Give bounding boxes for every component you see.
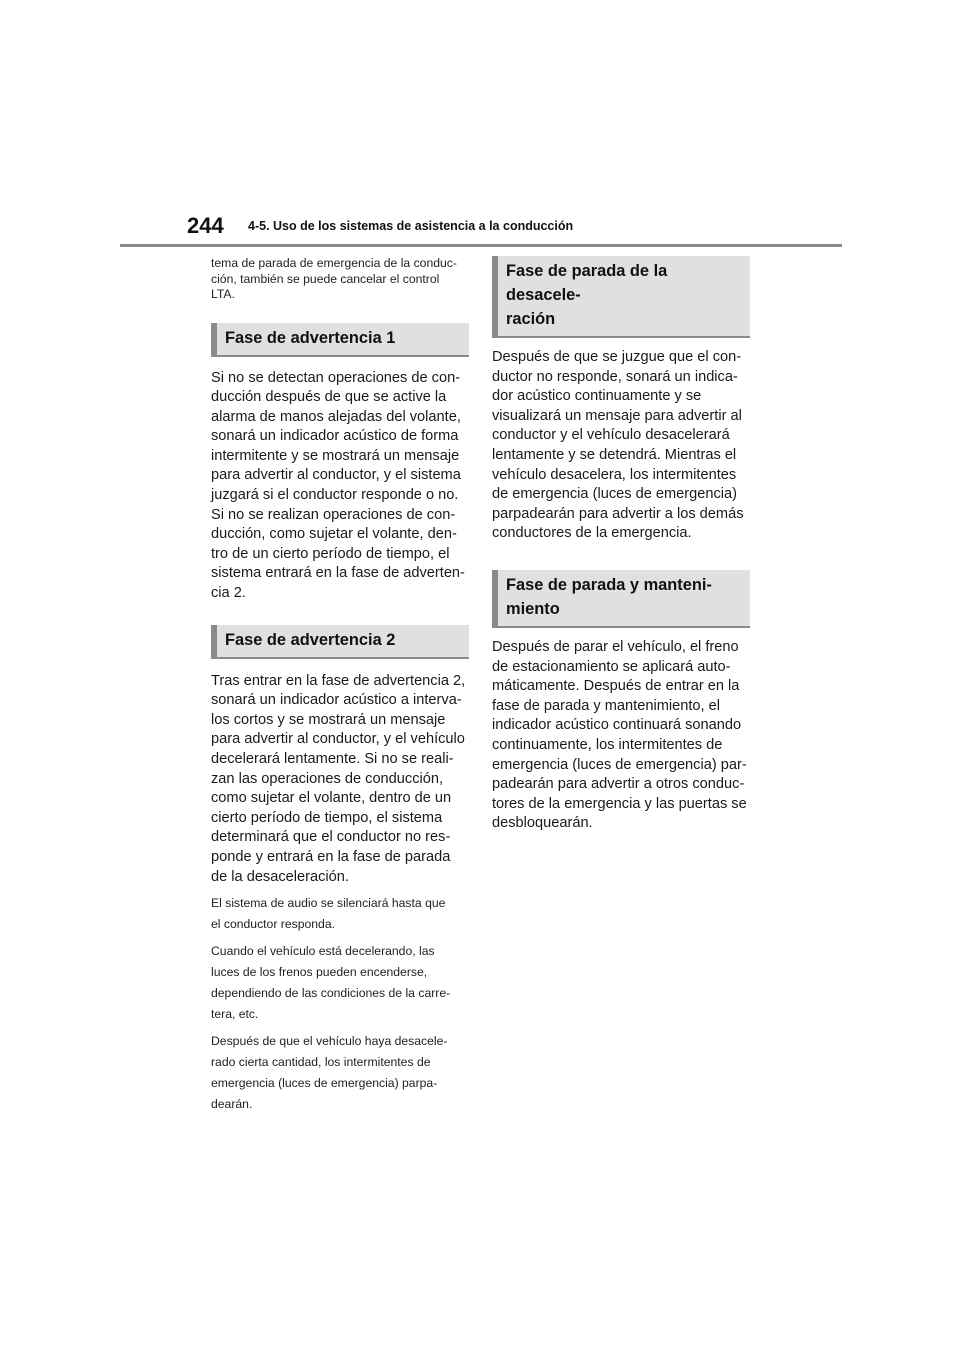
paragraph-stop-hold-phase-line: tores de la emergencia y las puertas se (492, 795, 747, 812)
note-brake-lights (211, 941, 469, 1025)
paragraph-warning-phase-2-line: los cortos y se mostrará un mensaje (211, 711, 446, 728)
paragraph-warning-phase-1-line: alarma de manos alejadas del volante, (211, 408, 461, 425)
paragraph-warning-phase-2-line: ponde y entrará en la fase de parada (211, 848, 451, 865)
note-hazard-lights-line: rado cierta cantidad, los intermitentes de (211, 1055, 431, 1070)
paragraph-stop-hold-phase-line: emergencia (luces de emergencia) par- (492, 756, 747, 773)
paragraph-stop-hold-phase-line: continuamente, los intermitentes de (492, 736, 723, 753)
paragraph-warning-phase-1-line: Si no se realizan operaciones de con- (211, 506, 456, 523)
note-brake-lights-line: dependiendo de las condiciones de la carre- (211, 986, 451, 1001)
heading-deceleration-stop-phase (492, 256, 750, 338)
note-hazard-lights-line: Después de que el vehículo haya desacele- (211, 1034, 448, 1049)
page-number: 244 (187, 213, 224, 238)
paragraph-deceleration-stop-phase-line: de emergencia (luces de emergencia) (492, 486, 737, 503)
paragraph-stop-hold-phase-line: máticamente. Después de entrar en la (492, 678, 740, 695)
note-brake-lights-line: tera, etc. (211, 1007, 259, 1022)
left-column (211, 256, 469, 1121)
paragraph-warning-phase-1-line: para advertir al conductor, y el sistema (211, 467, 461, 484)
paragraph-warning-phase-2-line: cierto período de tiempo, el sistema (211, 809, 443, 826)
header-rule (120, 244, 842, 247)
paragraph-deceleration-stop-phase-line: conductor y el vehículo desacelerará (492, 427, 730, 444)
paragraph-deceleration-stop-phase-line: ductor no responde, sonará un indica- (492, 368, 738, 385)
paragraph-warning-phase-2-line: zan las operaciones de conducción, (211, 770, 444, 787)
paragraph-warning-phase-1-line: cia 2. (211, 585, 246, 602)
paragraph-warning-phase-1-line: sistema entrará en la fase de adverten- (211, 565, 465, 582)
paragraph-stop-hold-phase (492, 638, 750, 834)
paragraph-stop-hold-phase-line: de estacionamiento se aplicará auto- (492, 658, 731, 675)
heading-deceleration-stop-phase-line: Fase de parada de la desacele- (506, 262, 668, 304)
note-hazard-lights-line: dearán. (211, 1097, 253, 1112)
note-brake-lights-line: luces de los frenos pueden encenderse, (211, 965, 428, 980)
paragraph-deceleration-stop-phase-line: visualizará un mensaje para advertir al (492, 407, 742, 424)
note-hazard-lights (211, 1031, 469, 1115)
heading-warning-phase-1: Fase de advertencia 1 (211, 323, 469, 357)
intro-paragraph-line: ción, también se puede cancelar el control (211, 271, 440, 286)
note-audio-line: el conductor responda. (211, 917, 335, 932)
paragraph-warning-phase-2-line: sonará un indicador acústico a interva- (211, 692, 462, 709)
paragraph-deceleration-stop-phase (492, 348, 750, 544)
paragraph-warning-phase-1 (211, 369, 469, 604)
paragraph-deceleration-stop-phase-line: dor acústico continuamente y se (492, 388, 702, 405)
paragraph-warning-phase-1-line: tro de un cierto período de tiempo, el (211, 545, 450, 562)
note-brake-lights-line: Cuando el vehículo está decelerando, las (211, 944, 435, 959)
paragraph-deceleration-stop-phase-line: conductores de la emergencia. (492, 525, 692, 542)
paragraph-warning-phase-1-line: ducción después de que se active la (211, 389, 447, 406)
paragraph-warning-phase-2-line: determinará que el conductor no res- (211, 829, 451, 846)
paragraph-warning-phase-1-line: sonará un indicador acústico de forma (211, 428, 459, 445)
paragraph-stop-hold-phase-line: indicador acústico continuará sonando (492, 717, 742, 734)
heading-stop-hold-phase-line: miento (506, 599, 560, 618)
section-title: 4-5. Uso de los sistemas de asistencia a la conducción (248, 219, 574, 233)
paragraph-warning-phase-1-line: juzgará si el conductor responde o no. (211, 487, 459, 504)
note-audio (211, 893, 469, 935)
heading-stop-hold-phase-line: Fase de parada y manteni- (506, 575, 712, 594)
heading-deceleration-stop-phase-line: ración (506, 310, 556, 328)
paragraph-deceleration-stop-phase-line: lentamente y se detendrá. Mientras el (492, 446, 737, 463)
note-audio-line: El sistema de audio se silenciará hasta que (211, 896, 446, 911)
paragraph-warning-phase-1-line: intermitente y se mostrará un mensaje (211, 447, 460, 464)
paragraph-warning-phase-2-line: de la desaceleración. (211, 868, 349, 885)
paragraph-stop-hold-phase-line: Después de parar el vehículo, el freno (492, 638, 739, 655)
paragraph-stop-hold-phase-line: desbloquearán. (492, 815, 593, 832)
paragraph-warning-phase-2-line: Tras entrar en la fase de advertencia 2, (211, 672, 466, 689)
paragraph-deceleration-stop-phase-line: vehículo desacelera, los intermitentes (492, 466, 737, 483)
right-column (492, 256, 750, 834)
paragraph-stop-hold-phase-line: fase de parada y mantenimiento, el (492, 697, 720, 714)
heading-stop-hold-phase (492, 570, 750, 628)
paragraph-deceleration-stop-phase-line: parpadearán para advertir a los demás (492, 505, 744, 522)
intro-paragraph (211, 256, 469, 303)
paragraph-warning-phase-2-line: para advertir al conductor, y el vehículo (211, 731, 465, 748)
paragraph-warning-phase-2-line: como sujetar el volante, dentro de un (211, 790, 452, 807)
paragraph-warning-phase-2-line: decelerará lentamente. Si no se reali- (211, 751, 454, 767)
paragraph-warning-phase-2 (211, 672, 469, 888)
paragraph-stop-hold-phase-line: padearán para advertir a otros conduc- (492, 776, 745, 793)
intro-paragraph-line: LTA. (211, 287, 235, 301)
paragraph-deceleration-stop-phase-line: Después de que se juzgue que el con- (492, 349, 742, 365)
intro-paragraph-line: tema de parada de emergencia de la conduc- (211, 256, 457, 270)
heading-warning-phase-2: Fase de advertencia 2 (211, 625, 469, 659)
paragraph-warning-phase-1-line: Si no se detectan operaciones de con- (211, 369, 461, 386)
note-hazard-lights-line: emergencia (luces de emergencia) parpa- (211, 1076, 438, 1091)
paragraph-warning-phase-1-line: ducción, como sujetar el volante, den- (211, 526, 457, 543)
